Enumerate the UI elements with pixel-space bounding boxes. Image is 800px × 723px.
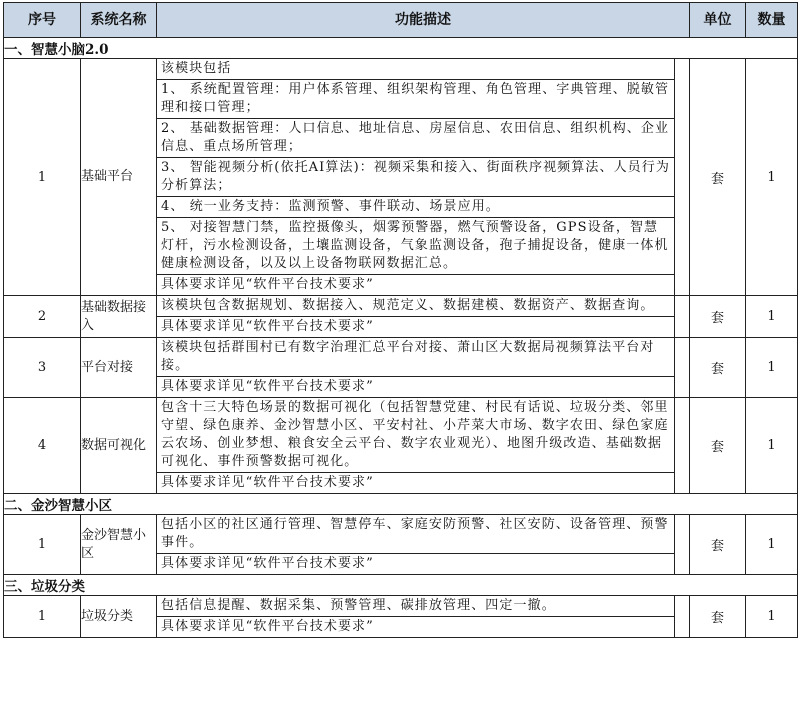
desc-line: 5、 对接智慧门禁，监控摄像头，烟雾预警器，燃气预警设备，GPS设备，智慧灯杆，污水检测设备，土壤监测设备，气象监测设备，孢子捕捉设备，健康一体机健康检测设备，以及以上设备物联网数据汇总。: [157, 217, 675, 274]
desc-line: 3、 智能视频分析(依托AI算法)：视频采集和接入、街面秩序视频算法、人员行为分析算法；: [157, 157, 675, 196]
desc-line: 包括信息提醒、数据采集、预警管理、碳排放管理、四定一撤。: [157, 596, 675, 616]
section-row: [4, 494, 798, 515]
table-row: [4, 398, 798, 494]
row-system-name: 基础平台: [81, 59, 157, 296]
table-row: [4, 515, 798, 575]
desc-line: 4、 统一业务支持：监测预警、事件联动、场景应用。: [157, 196, 675, 217]
function-spec-table: [3, 2, 798, 638]
row-description: [157, 59, 690, 296]
row-system-name: 平台对接: [81, 338, 157, 398]
table-row: [4, 596, 798, 638]
row-unit: 套: [690, 515, 746, 575]
row-seq: 1: [4, 59, 81, 296]
row-unit: 套: [690, 398, 746, 494]
row-unit: 套: [690, 59, 746, 296]
desc-line: 2、 基础数据管理：人口信息、地址信息、房屋信息、农田信息、组织机构、企业信息、重点场所管理；: [157, 118, 675, 157]
row-qty: 1: [746, 338, 798, 398]
header-qty: 数量: [746, 3, 798, 38]
row-seq: 1: [4, 515, 81, 575]
table-row: [4, 338, 798, 398]
row-description: [157, 596, 690, 638]
row-seq: 2: [4, 296, 81, 338]
row-qty: 1: [746, 596, 798, 638]
table-row: [4, 296, 798, 338]
desc-line: 具体要求详见“软件平台技术要求”: [157, 616, 675, 637]
row-seq: 4: [4, 398, 81, 494]
row-unit: 套: [690, 596, 746, 638]
row-system-name: 金沙智慧小区: [81, 515, 157, 575]
desc-line: 包括小区的社区通行管理、智慧停车、家庭安防预警、社区安防、设备管理、预警事件。: [157, 515, 675, 553]
header-system: 系统名称: [81, 3, 157, 38]
row-system-name: 数据可视化: [81, 398, 157, 494]
spec-document: [3, 2, 797, 638]
desc-line: 该模块包含数据规划、数据接入、规范定义、数据建模、数据资产、数据查询。: [157, 296, 675, 316]
desc-line: 包含十三大特色场景的数据可视化（包括智慧党建、村民有话说、垃圾分类、邻里守望、绿色康养、金沙智慧小区、平安村社、小芹菜大市场、数字农田、绿色家庭云农场、创业梦想、粮食安全云平台、数字农业观光）、地图升级改造、基础数据可视化、事件预警数据可视化。: [157, 398, 675, 472]
desc-line: 具体要求详见“软件平台技术要求”: [157, 376, 675, 397]
desc-line: 具体要求详见“软件平台技术要求”: [157, 274, 675, 295]
desc-line: 1、 系统配置管理：用户体系管理、组织架构管理、角色管理、字典管理、脱敏管理和接口管理；: [157, 79, 675, 118]
section-title: 二、金沙智慧小区: [4, 494, 798, 515]
desc-line: 具体要求详见“软件平台技术要求”: [157, 472, 675, 493]
row-description: [157, 338, 690, 398]
section-title: 一、智慧小脑2.0: [4, 38, 798, 59]
row-seq: 1: [4, 596, 81, 638]
row-description: [157, 398, 690, 494]
desc-line: 具体要求详见“软件平台技术要求”: [157, 316, 675, 337]
row-system-name: 基础数据接入: [81, 296, 157, 338]
row-qty: 1: [746, 398, 798, 494]
section-row: [4, 575, 798, 596]
row-qty: 1: [746, 59, 798, 296]
header-unit: 单位: [690, 3, 746, 38]
row-qty: 1: [746, 515, 798, 575]
desc-line: 具体要求详见“软件平台技术要求”: [157, 553, 675, 574]
header-seq: 序号: [4, 3, 81, 38]
row-unit: 套: [690, 296, 746, 338]
header-desc: 功能描述: [157, 3, 690, 38]
section-row: [4, 38, 798, 59]
row-unit: 套: [690, 338, 746, 398]
desc-line: 该模块包括: [157, 59, 675, 79]
row-description: [157, 296, 690, 338]
row-seq: 3: [4, 338, 81, 398]
table-row: [4, 59, 798, 296]
row-system-name: 垃圾分类: [81, 596, 157, 638]
desc-line: 该模块包括群围村已有数字治理汇总平台对接、萧山区大数据局视频算法平台对接。: [157, 338, 675, 376]
section-title: 三、垃圾分类: [4, 575, 798, 596]
header-row: [4, 3, 798, 38]
row-qty: 1: [746, 296, 798, 338]
row-description: [157, 515, 690, 575]
